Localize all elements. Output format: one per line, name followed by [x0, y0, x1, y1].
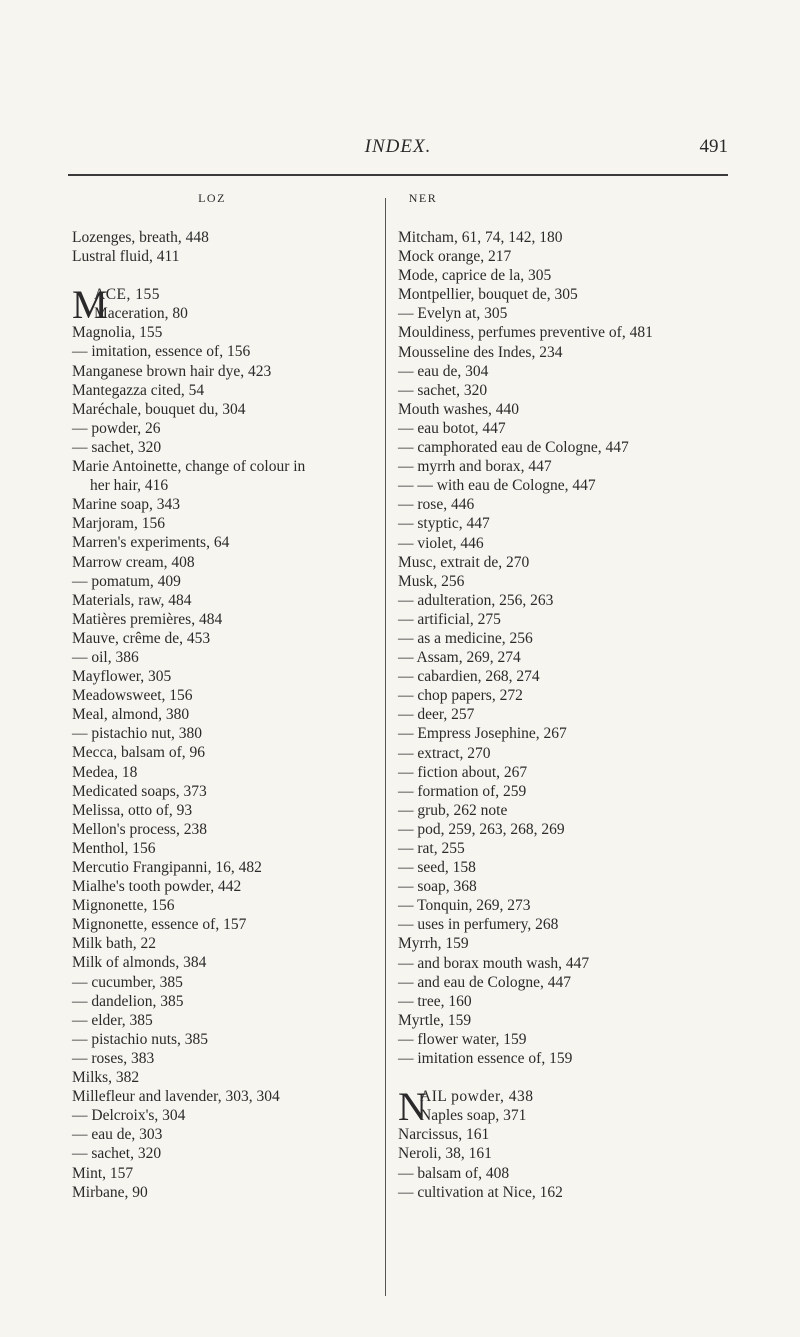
- left-column: [72, 190, 372, 1202]
- index-entry: — eau botot, 447: [398, 419, 506, 437]
- index-entry: Medicated soaps, 373: [72, 782, 207, 800]
- index-entry: — rose, 446: [398, 496, 475, 514]
- index-entry: Mellon's process, 238: [72, 820, 207, 838]
- header-rule: [68, 174, 728, 176]
- index-entry: — styptic, 447: [398, 515, 490, 533]
- index-entry: — pistachio nuts, 385: [72, 1030, 209, 1048]
- index-entry: Mint, 157: [72, 1164, 134, 1182]
- index-entry: — deer, 257: [398, 706, 475, 724]
- index-entry: — and eau de Cologne, 447: [398, 973, 572, 991]
- index-entry: Musk, 256: [398, 572, 465, 590]
- index-entry: Musc, extrait de, 270: [398, 553, 530, 571]
- index-entry: Mitcham, 61, 74, 142, 180: [398, 229, 563, 246]
- index-entry: Mercutio Frangipanni, 16, 482: [72, 859, 262, 876]
- index-entry: — dandelion, 385: [72, 992, 184, 1010]
- index-entry: Lozenges, breath, 448: [72, 229, 209, 246]
- index-entry: — pod, 259, 263, 268, 269: [398, 820, 565, 838]
- index-entry: — Delcroix's, 304: [72, 1107, 186, 1125]
- index-entry: Naples soap, 371: [420, 1107, 527, 1125]
- index-entry: Mousseline des Indes, 234: [398, 343, 563, 361]
- index-entry: Meadowsweet, 156: [72, 687, 193, 705]
- index-entry: — tree, 160: [398, 992, 472, 1010]
- index-entry: — eau de, 304: [398, 362, 489, 380]
- index-entry: Medea, 18: [72, 763, 138, 781]
- index-entry: — Empress Josephine, 267: [398, 725, 567, 743]
- index-entry: — cucumber, 385: [72, 973, 183, 991]
- section-gap: [398, 1068, 738, 1087]
- section-gap: [72, 266, 372, 285]
- index-entry: ACE, 155: [94, 286, 160, 304]
- index-entry: — adulteration, 256, 263: [398, 591, 554, 609]
- index-entry: — pistachio nut, 380: [72, 725, 203, 743]
- index-entry: — as a medicine, 256: [398, 629, 533, 647]
- index-entry: Myrtle, 159: [398, 1011, 472, 1029]
- index-entry: — sachet, 320: [72, 438, 162, 456]
- page-number: 491: [699, 136, 728, 157]
- index-entry: — violet, 446: [398, 534, 484, 552]
- index-entry: Mauve, crême de, 453: [72, 629, 211, 647]
- left-entries-a: [72, 228, 372, 266]
- index-entry: — extract, 270: [398, 744, 491, 762]
- dropcap-letter: M: [72, 282, 108, 328]
- index-entry: — grub, 262 note: [398, 801, 508, 819]
- index-entry: — chop papers, 272: [398, 687, 523, 705]
- index-entry: Maceration, 80: [94, 305, 188, 323]
- index-entry: Mode, caprice de la, 305: [398, 267, 552, 285]
- right-entries-a: [398, 228, 738, 1068]
- index-entry: Mantegazza cited, 54: [72, 381, 205, 399]
- index-entry: — Tonquin, 269, 273: [398, 897, 531, 915]
- index-entry: — soap, 368: [398, 878, 477, 896]
- index-entry: — roses, 383: [72, 1049, 155, 1067]
- right-column-guide-word: NER: [408, 191, 438, 205]
- index-entry: Mock orange, 217: [398, 248, 512, 266]
- index-entry: Meal, almond, 380: [72, 706, 190, 724]
- index-entry: — Assam, 269, 274: [398, 649, 521, 667]
- index-entry: Mouth washes, 440: [398, 400, 519, 418]
- index-entry: Marine soap, 343: [72, 496, 181, 514]
- index-entry: — artificial, 275: [398, 610, 501, 628]
- index-entry: — uses in perfumery, 268: [398, 916, 559, 934]
- column-divider: [385, 198, 386, 1296]
- index-entry: Mouldiness, perfumes preventive of, 481: [398, 324, 653, 342]
- index-entry: Marie Antoinette, change of colour in: [72, 458, 306, 476]
- running-title: INDEX.: [364, 136, 432, 157]
- index-entry: AIL powder, 438: [420, 1088, 534, 1106]
- index-entry: Neroli, 38, 161: [398, 1145, 492, 1163]
- right-column: [398, 190, 738, 1202]
- index-entry: — cultivation at Nice, 162: [398, 1183, 563, 1201]
- page-header: [68, 136, 728, 166]
- index-entry: Lustral fluid, 411: [72, 248, 180, 266]
- index-entry: Mialhe's tooth powder, 442: [72, 878, 242, 896]
- index-entry: — elder, 385: [72, 1011, 153, 1029]
- index-entry: Mignonette, 156: [72, 897, 175, 915]
- index-entry: — balsam of, 408: [398, 1164, 510, 1182]
- index-entry: her hair, 416: [90, 477, 169, 495]
- index-entry: Mirbane, 90: [72, 1183, 148, 1201]
- index-entry: — pomatum, 409: [72, 572, 181, 590]
- index-entry: Maréchale, bouquet du, 304: [72, 400, 246, 418]
- dropcap-letter: N: [398, 1084, 427, 1130]
- index-entry: Matières premières, 484: [72, 610, 223, 628]
- index-entry: Mecca, balsam of, 96: [72, 744, 205, 762]
- index-entry: — powder, 26: [72, 419, 161, 437]
- index-entry: — eau de, 303: [72, 1126, 163, 1144]
- index-entry: Marjoram, 156: [72, 515, 165, 533]
- index-entry: — camphorated eau de Cologne, 447: [398, 439, 629, 457]
- index-entry: — Evelyn at, 305: [398, 305, 508, 323]
- index-entry: Mayflower, 305: [72, 668, 172, 686]
- index-entry: Myrrh, 159: [398, 935, 469, 953]
- index-entry: Milks, 382: [72, 1069, 140, 1087]
- left-column-guide-word: LOZ: [198, 191, 226, 205]
- index-entry: — sachet, 320: [72, 1145, 162, 1163]
- index-entry: Menthol, 156: [72, 839, 156, 857]
- index-entry: Milk bath, 22: [72, 935, 156, 953]
- index-entry: Montpellier, bouquet de, 305: [398, 286, 578, 304]
- index-entry: — fiction about, 267: [398, 763, 528, 781]
- section-n-start: [398, 1084, 738, 1130]
- index-entry: — imitation, essence of, 156: [72, 343, 251, 361]
- left-entries-b: [72, 323, 372, 1201]
- index-entry: Mignonette, essence of, 157: [72, 916, 247, 934]
- index-entry: Melissa, otto of, 93: [72, 801, 193, 819]
- index-entry: — — with eau de Cologne, 447: [398, 477, 596, 495]
- index-entry: Marren's experiments, 64: [72, 534, 230, 552]
- section-m-start: [72, 282, 372, 328]
- index-entry: — seed, 158: [398, 859, 476, 877]
- index-entry: Millefleur and lavender, 303, 304: [72, 1088, 280, 1106]
- index-entry: — oil, 386: [72, 648, 139, 666]
- index-entry: — imitation essence of, 159: [398, 1050, 573, 1068]
- right-entries-b: [398, 1125, 738, 1201]
- index-entry: Materials, raw, 484: [72, 591, 192, 609]
- index-entry: — cabardien, 268, 274: [398, 668, 540, 686]
- index-entry: Milk of almonds, 384: [72, 954, 207, 972]
- index-entry: — sachet, 320: [398, 381, 488, 399]
- index-entry: — rat, 255: [398, 840, 465, 857]
- index-entry: — formation of, 259: [398, 782, 527, 800]
- index-entry: — and borax mouth wash, 447: [398, 954, 590, 972]
- index-entry: Marrow cream, 408: [72, 553, 195, 571]
- index-entry: Narcissus, 161: [398, 1126, 490, 1144]
- index-entry: Magnolia, 155: [72, 324, 163, 342]
- index-entry: Manganese brown hair dye, 423: [72, 362, 272, 380]
- index-entry: — flower water, 159: [398, 1030, 527, 1048]
- index-entry: — myrrh and borax, 447: [398, 458, 552, 476]
